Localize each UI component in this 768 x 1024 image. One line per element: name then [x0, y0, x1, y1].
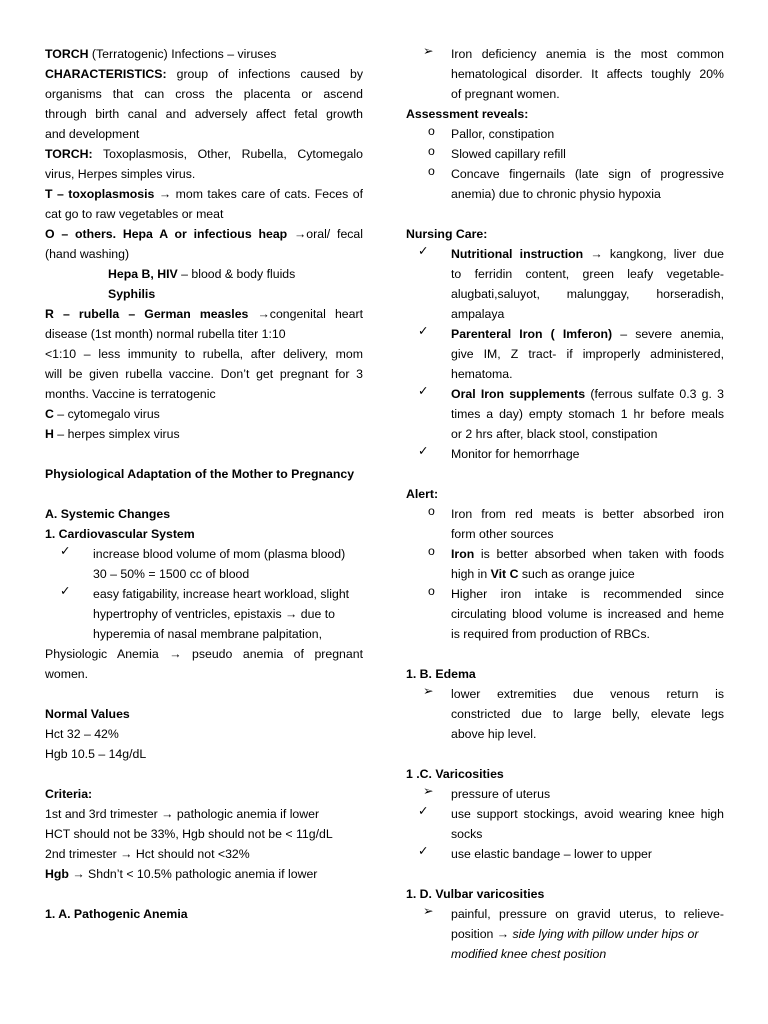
- paragraph-line: will be given rubella vaccine. Don’t get pregnant for 3: [45, 367, 363, 381]
- list-item: o Slowed capillary refill: [428, 144, 566, 161]
- section-heading: Assessment reveals:: [406, 107, 529, 121]
- list-item-continued: give IM, Z tract- if improperly administered,: [451, 347, 724, 361]
- arrow-bullet-icon: ➢: [423, 904, 434, 918]
- paragraph-line: cat go to raw vegetables or meat: [45, 207, 224, 221]
- paragraph-line: women.: [45, 667, 89, 681]
- list-item: o Iron from red meats is better absorbed iron: [428, 504, 724, 521]
- spacer: [45, 764, 363, 784]
- list-item-continued: high in Vit C such as orange juice: [451, 567, 635, 581]
- check-icon: ✓: [418, 244, 429, 258]
- cytomegalo-line: C – cytomegalo virus: [45, 407, 160, 421]
- list-item: ✓ use support stockings, avoid wearing knee high: [418, 804, 724, 821]
- normal-value-hct: Hct 32 – 42%: [45, 727, 119, 741]
- list-item-continued: times a day) empty stomach 1 hr before meals: [451, 407, 724, 421]
- characteristics-line: CHARACTERISTICS: group of infections caused by: [45, 67, 363, 81]
- list-item: ✓ Nutritional instruction → kangkong, liver due: [418, 244, 724, 261]
- section-heading: Nursing Care:: [406, 227, 488, 241]
- list-item-continued: constricted due to large belly, elevate legs: [451, 707, 724, 721]
- list-item: o Concave fingernails (late sign of progressive: [428, 164, 724, 181]
- spacer: [406, 644, 724, 664]
- torch-line: TORCH: Toxoplasmosis, Other, Rubella, Cytomegalo: [45, 147, 363, 161]
- section-heading: 1 .C. Varicosities: [406, 767, 504, 781]
- spacer: [45, 884, 363, 904]
- syphilis-line: Syphilis: [108, 287, 156, 301]
- spacer: [406, 744, 724, 764]
- hepa-b-line: Hepa B, HIV – blood & body fluids: [108, 267, 296, 281]
- list-item-continued: socks: [451, 827, 483, 841]
- list-item-continued: hematoma.: [451, 367, 513, 381]
- section-heading: Criteria:: [45, 787, 93, 801]
- section-heading: 1. B. Edema: [406, 667, 476, 681]
- circle-bullet-icon: o: [428, 164, 435, 178]
- criteria-line: 2nd trimester → Hct should not <32%: [45, 847, 250, 861]
- list-item: ➢ pressure of uterus: [423, 784, 551, 801]
- check-icon: ✓: [418, 324, 429, 338]
- paragraph-line: months. Vaccine is terratogenic: [45, 387, 216, 401]
- torch-heading: TORCH (Terratogenic) Infections – viruses: [45, 47, 277, 61]
- subsection-heading: 1. Cardiovascular System: [45, 527, 195, 541]
- toxoplasmosis-line: T – toxoplasmosis → mom takes care of cats. Feces of: [45, 187, 363, 201]
- spacer: [45, 484, 363, 504]
- check-icon: ✓: [418, 384, 429, 398]
- check-icon: ✓: [418, 444, 429, 458]
- spacer: [45, 684, 363, 704]
- paragraph-line: Physiologic Anemia → pseudo anemia of pregnant: [45, 647, 363, 661]
- list-item-continued: ampalaya: [451, 307, 505, 321]
- herpes-line: H – herpes simplex virus: [45, 427, 180, 441]
- list-item-continued: above hip level.: [451, 727, 537, 741]
- list-item: ✓ Monitor for hemorrhage: [418, 444, 580, 461]
- spacer: [45, 444, 363, 464]
- circle-bullet-icon: o: [428, 504, 435, 518]
- list-item-continued: is required from production of RBCs.: [451, 627, 650, 641]
- list-item-continued: anemia) due to chronic physio hypoxia: [451, 187, 661, 201]
- list-item-continued: modified knee chest position: [451, 947, 607, 961]
- circle-bullet-icon: o: [428, 124, 435, 138]
- list-item: ➢ Iron deficiency anemia is the most common: [423, 44, 724, 61]
- paragraph-line: disease (1st month) normal rubella titer 1:10: [45, 327, 286, 341]
- circle-bullet-icon: o: [428, 584, 435, 598]
- list-item-continued: circulating blood volume is increased and heme: [451, 607, 724, 621]
- section-heading: 1. A. Pathogenic Anemia: [45, 907, 188, 921]
- circle-bullet-icon: o: [428, 144, 435, 158]
- paragraph-line: and development: [45, 127, 140, 141]
- section-heading: Alert:: [406, 487, 439, 501]
- check-icon: ✓: [418, 804, 429, 818]
- paragraph-line: virus, Herpes simples virus.: [45, 167, 196, 181]
- arrow-bullet-icon: ➢: [423, 684, 434, 698]
- section-heading: Normal Values: [45, 707, 130, 721]
- arrow-bullet-icon: ➢: [423, 784, 434, 798]
- list-item: o Pallor, constipation: [428, 124, 555, 141]
- list-item-continued: or 2 hrs after, black stool, constipation: [451, 427, 658, 441]
- section-heading: Physiological Adaptation of the Mother to Pregnancy: [45, 467, 355, 481]
- check-icon: ✓: [60, 544, 71, 558]
- list-item: ➢ lower extremities due venous return is: [423, 684, 724, 701]
- list-item-continued: 30 – 50% = 1500 cc of blood: [93, 567, 250, 581]
- list-item: ➢ painful, pressure on gravid uterus, to relieve-: [423, 904, 724, 921]
- list-item-continued: to ferridin content, green leafy vegetable-: [451, 267, 724, 281]
- list-item-continued: hyperemia of nasal membrane palpitation,: [93, 627, 322, 641]
- normal-value-hgb: Hgb 10.5 – 14g/dL: [45, 747, 147, 761]
- spacer: [406, 864, 724, 884]
- others-line: O – others. Hepa A or infectious heap →oral/ fecal: [45, 227, 363, 241]
- list-item: o Iron is better absorbed when taken with foods: [428, 544, 724, 561]
- list-item-continued: hematological disorder. It affects toughly 20%: [451, 67, 724, 81]
- list-item: ✓ use elastic bandage – lower to upper: [418, 844, 652, 861]
- list-item: ✓ easy fatigability, increase heart workload, slight: [60, 584, 350, 601]
- criteria-line: Hgb → Shdn’t < 10.5% pathologic anemia if lower: [45, 867, 318, 881]
- list-item: o Higher iron intake is recommended since: [428, 584, 724, 601]
- paragraph-line: <1:10 – less immunity to rubella, after delivery, mom: [45, 347, 363, 361]
- spacer: [406, 204, 724, 224]
- list-item-continued: position → side lying with pillow under hips or: [451, 927, 699, 941]
- left-column: [45, 44, 363, 924]
- check-icon: ✓: [60, 584, 71, 598]
- list-item-continued: alugbati,saluyot, malunggay, horseradish,: [451, 287, 724, 301]
- list-item-continued: hypertrophy of ventricles, epistaxis → due to: [93, 607, 335, 621]
- paragraph-line: (hand washing): [45, 247, 130, 261]
- criteria-line: 1st and 3rd trimester → pathologic anemia if lower: [45, 807, 320, 821]
- arrow-bullet-icon: ➢: [423, 44, 434, 58]
- list-item: ✓ increase blood volume of mom (plasma blood): [60, 544, 346, 561]
- circle-bullet-icon: o: [428, 544, 435, 558]
- list-item: ✓ Parenteral Iron ( Imferon) – severe anemia,: [418, 324, 724, 341]
- list-item-continued: form other sources: [451, 527, 554, 541]
- paragraph-line: through birth canal and adversely affect fetal growth: [45, 107, 363, 121]
- list-item-continued: of pregnant women.: [451, 87, 560, 101]
- section-heading: A. Systemic Changes: [45, 507, 171, 521]
- list-item: ✓ Oral Iron supplements (ferrous sulfate 0.3 g. 3: [418, 384, 724, 401]
- right-column: [406, 44, 724, 964]
- section-heading: 1. D. Vulbar varicosities: [406, 887, 545, 901]
- criteria-line: HCT should not be 33%, Hgb should not be < 11g/dL: [45, 827, 333, 841]
- paragraph-line: organisms that can cross the placenta or ascend: [45, 87, 363, 101]
- rubella-line: R – rubella – German measles →congenital heart: [45, 307, 363, 321]
- check-icon: ✓: [418, 844, 429, 858]
- spacer: [406, 464, 724, 484]
